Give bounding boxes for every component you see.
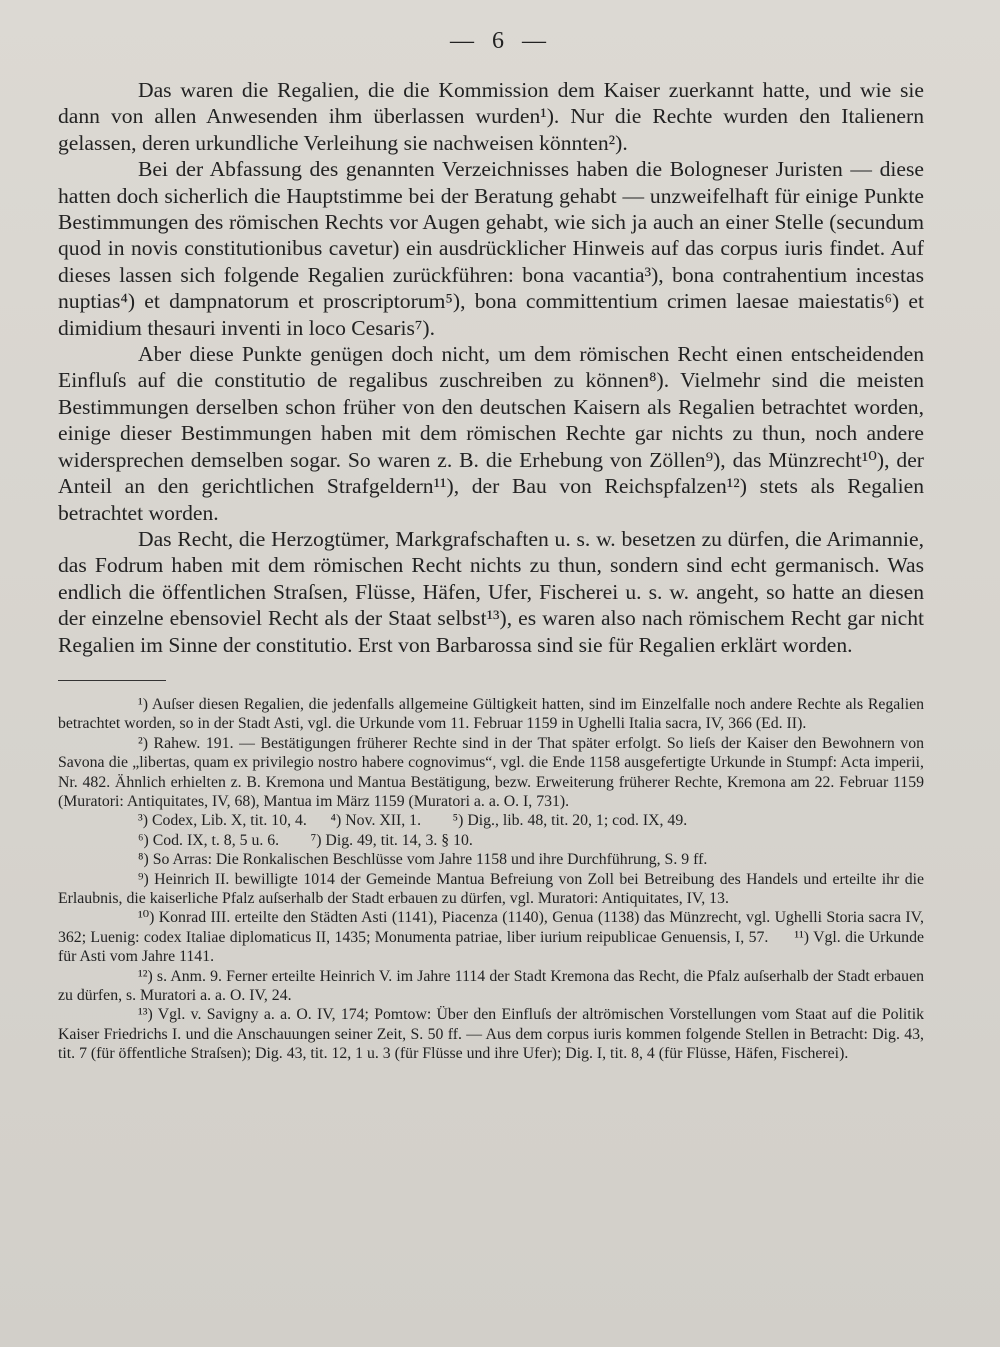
footnote-5: ⁵) Dig., lib. 48, tit. 20, 1; cod. IX, 49.	[452, 812, 688, 830]
footnote-1: ¹) Auſser diesen Regalien, die jedenfalls allgemeine Gültigkeit hatten, sind im Einzelfalle noch andere Rechte als Regalien betrachtet worden, so in der Stadt Asti, vgl. die Urkunde vom 11. Februar 1159 in Ughelli Italia sacra, IV, 366 (Ed. II).	[58, 695, 924, 733]
paragraph-1: Das waren die Regalien, die die Kommission dem Kaiser zuerkannt hatte, und wie sie dann von allen Anwesenden ihm überlassen wurden¹). Nur die Rechte wurden den Italienern gelassen, deren urkundliche Verleihung sie nachweisen könnten²).	[58, 78, 924, 155]
footnote-row-6-7	[58, 831, 924, 850]
footnote-8: ⁸) So Arras: Die Ronkalischen Beschlüsse vom Jahre 1158 und ihre Durchführung, S. 9 ff.	[138, 851, 708, 869]
footnote-divider	[58, 680, 166, 681]
footnote-9: ⁹) Heinrich II. bewilligte 1014 der Gemeinde Mantua Befreiung von Zoll bei Betreibung des Handels und erteilte ihr die Erlaubnis, die kaiserliche Pfalz auſserhalb der Stadt erbauen zu dürfen, vgl. Muratori: Antiquitates, IV, 13.	[58, 870, 924, 907]
footnote-12: ¹²) s. Anm. 9. Ferner erteilte Heinrich V. im Jahre 1114 der Stadt Kremona das Recht, die Pfalz auſserhalb der Stadt erbauen zu dürfen, s. Muratori a. a. O. IV, 24.	[58, 967, 924, 1005]
paragraph-2: Bei der Abfassung des genannten Verzeichnisses haben die Bologneser Juristen — diese hatten doch sicherlich die Hauptstimme bei der Beratung gehabt — unzweifelhaft für einige Punkte Bestimmungen des römischen Rechts vor Augen gehabt, wie sich ja auch an einer Stelle (secundum quod in novis constitutionibus cavetur) ein ausdrücklicher Hinweis auf das corpus iuris findet. Auf dieses lassen sich folgende Regalien zurückführen: bona vacantia³), bona contrahentium incestas nuptias⁴) et dampnatorum et proscriptorum⁵), bona committentium crimen laesae maiestatis⁶) et dimidium thesauri inventi in loco Cesaris⁷).	[58, 157, 924, 340]
footnote-11: ¹¹) Vgl. die Urkunde für Asti vom Jahre 1141.	[58, 928, 924, 966]
footnotes	[58, 695, 924, 1064]
footnote-4: ⁴) Nov. XII, 1.	[330, 812, 422, 830]
page-number: — 6 —	[450, 28, 552, 54]
footnote-7: ⁷) Dig. 49, tit. 14, 3. § 10.	[310, 831, 473, 849]
footnote-10-text: ¹⁰) Konrad III. erteilte den Städten Asti (1141), Piacenza (1140), Genua (1138) das Münzrecht, vgl. Ughelli Storia sacra IV, 362; Luenig: codex Italiae diplomaticus II, 1435; Monumenta patriae, liber iurium reipublicae Genuensis, I, 57.	[58, 909, 924, 946]
paragraph-3: Aber diese Punkte genügen doch nicht, um dem römischen Recht einen entscheidenden Einfluſs auf die constitutio de regalibus zuschreiben zu können⁸). Vielmehr sind die meisten Bestimmungen derselben schon früher von den deutschen Kaisern als Regalien betrachtet worden, einige dieser Bestimmungen haben mit dem römischen Rechte gar nichts zu thun, noch andere widersprechen demselben sogar. So waren z. B. die Erhebung von Zöllen⁹), das Münzrecht¹⁰), der Anteil an den gerichtlichen Strafgeldern¹¹), der Bau von Reichspfalzen¹²) stets als Regalien betrachtet worden.	[58, 342, 924, 525]
footnote-row-3-5	[58, 811, 924, 830]
footnote-3: ³) Codex, Lib. X, tit. 10, 4.	[138, 812, 307, 830]
paragraph-4: Das Recht, die Herzogtümer, Markgrafschaften u. s. w. besetzen zu dürfen, die Arimannie, das Fodrum haben mit dem römischen Recht nichts zu thun, sondern sind echt germanisch. Was endlich die öffentlichen Straſsen, Flüsse, Häfen, Ufer, Fischerei u. s. w. angeht, so hatte an diesen der einzelne ebensoviel Recht als der Staat selbst¹³), es waren also nach römischem Recht gar nicht Regalien im Sinne der constitutio. Erst von Barbarossa sind sie für Regalien erklärt worden.	[58, 526, 924, 657]
main-text	[58, 77, 924, 658]
footnote-13: ¹³) Vgl. v. Savigny a. a. O. IV, 174; Pomtow: Über den Einfluſs der altrömischen Vorstellungen vom Staat auf die Politik Kaiser Friedrichs I. und die Anschauungen seiner Zeit, S. 50 ff. — Aus dem corpus iuris kommen folgende Stellen in Betracht: Dig. 43, tit. 7 (für öffentliche Straſsen); Dig. 43, tit. 12, 1 u. 3 (für Flüsse und ihre Ufer); Dig. I, tit. 8, 4 (für Flüsse, Häfen, Fischerei).	[58, 1006, 924, 1063]
footnote-10	[58, 908, 924, 966]
footnote-6: ⁶) Cod. IX, t. 8, 5 u. 6.	[138, 831, 280, 849]
footnote-2: ²) Rahew. 191. — Bestätigungen früherer Rechte sind in der That später erfolgt. So lieſs der Kaiser den Bewohnern von Savona die „libertas, quam ex privilegio nostro habere cognovimus“, vgl. die Ende 1158 ausgefertigte Urkunde in Stumpf: Acta imperii, Nr. 482. Ähnlich erhielten z. B. Kremona und Mantua Bestätigung, bezw. Erweiterung früherer Rechte, Kremona am 22. Februar 1159 (Muratori: Antiquitates, IV, 68), Mantua im März 1159 (Muratori a. a. O. I, 731).	[58, 734, 924, 810]
